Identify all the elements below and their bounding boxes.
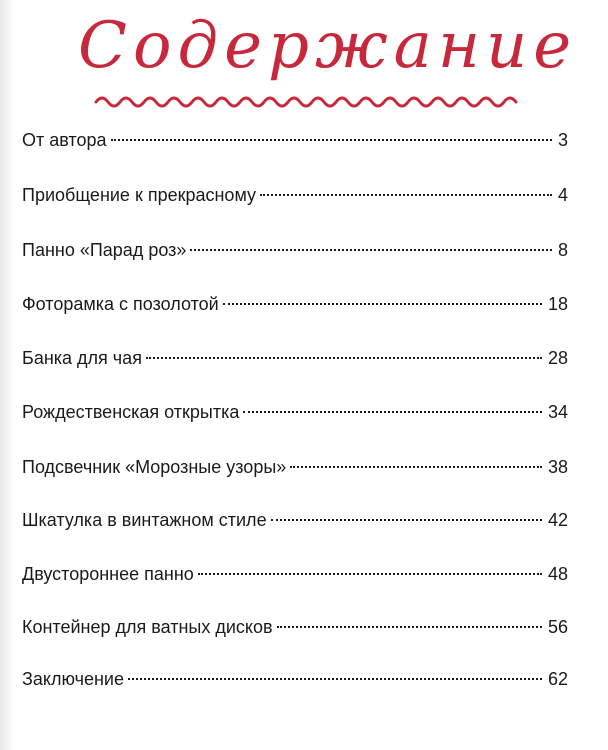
toc-page-number: 48 (547, 564, 568, 584)
toc-page-number: 8 (557, 240, 568, 260)
toc-page-number: 38 (547, 457, 568, 477)
toc-dot-leader (146, 357, 542, 359)
toc-entry[interactable] (22, 455, 568, 479)
page-edge-shadow (0, 0, 14, 750)
toc-entry[interactable] (22, 667, 568, 691)
toc-entry[interactable] (22, 400, 568, 424)
toc-entry[interactable] (22, 292, 568, 316)
toc-entry[interactable] (22, 562, 568, 586)
toc-entry[interactable] (22, 128, 568, 152)
toc-entry[interactable] (22, 183, 568, 207)
toc-page-number: 4 (557, 185, 568, 205)
toc-dot-leader (223, 303, 542, 305)
toc-entry-title: Двустороннее панно (22, 564, 194, 584)
toc-entry[interactable] (22, 508, 568, 532)
toc-dot-leader (290, 466, 542, 468)
toc-entry-title: Контейнер для ватных дисков (22, 617, 273, 637)
toc-entry-title: Заключение (22, 669, 124, 689)
toc-entry-title: Банка для чая (22, 348, 142, 368)
toc-dot-leader (128, 678, 542, 680)
toc-entry-title: Шкатулка в винтажном стиле (22, 510, 267, 530)
toc-dot-leader (243, 411, 542, 413)
toc-entry-title: Подсвечник «Морозные узоры» (22, 457, 287, 477)
toc-page-number: 34 (547, 402, 568, 422)
toc-entry-title: Фоторамка с позолотой (22, 294, 219, 314)
toc-entry-title: Рождественская открытка (22, 402, 240, 422)
toc-entry[interactable] (22, 615, 568, 639)
toc-dot-leader (111, 139, 552, 141)
toc-entry[interactable] (22, 346, 568, 370)
toc-entry-title: Приобщение к прекрасному (22, 185, 257, 205)
toc-entry-title: Панно «Парад роз» (22, 240, 187, 260)
toc-page-number: 18 (547, 294, 568, 314)
decorative-wave-divider (94, 94, 526, 110)
toc-dot-leader (198, 573, 542, 575)
toc-dot-leader (190, 249, 552, 251)
toc-page-number: 62 (547, 669, 568, 689)
toc-page-number: 56 (547, 617, 568, 637)
toc-page-number: 3 (557, 130, 568, 150)
toc-dot-leader (260, 194, 552, 196)
page-title: Содержание (78, 9, 578, 83)
toc-page-number: 28 (547, 348, 568, 368)
toc-dot-leader (271, 519, 542, 521)
toc-entry[interactable] (22, 238, 568, 262)
toc-dot-leader (277, 626, 542, 628)
toc-entry-title: От автора (22, 130, 107, 150)
toc-page-number: 42 (547, 510, 568, 530)
